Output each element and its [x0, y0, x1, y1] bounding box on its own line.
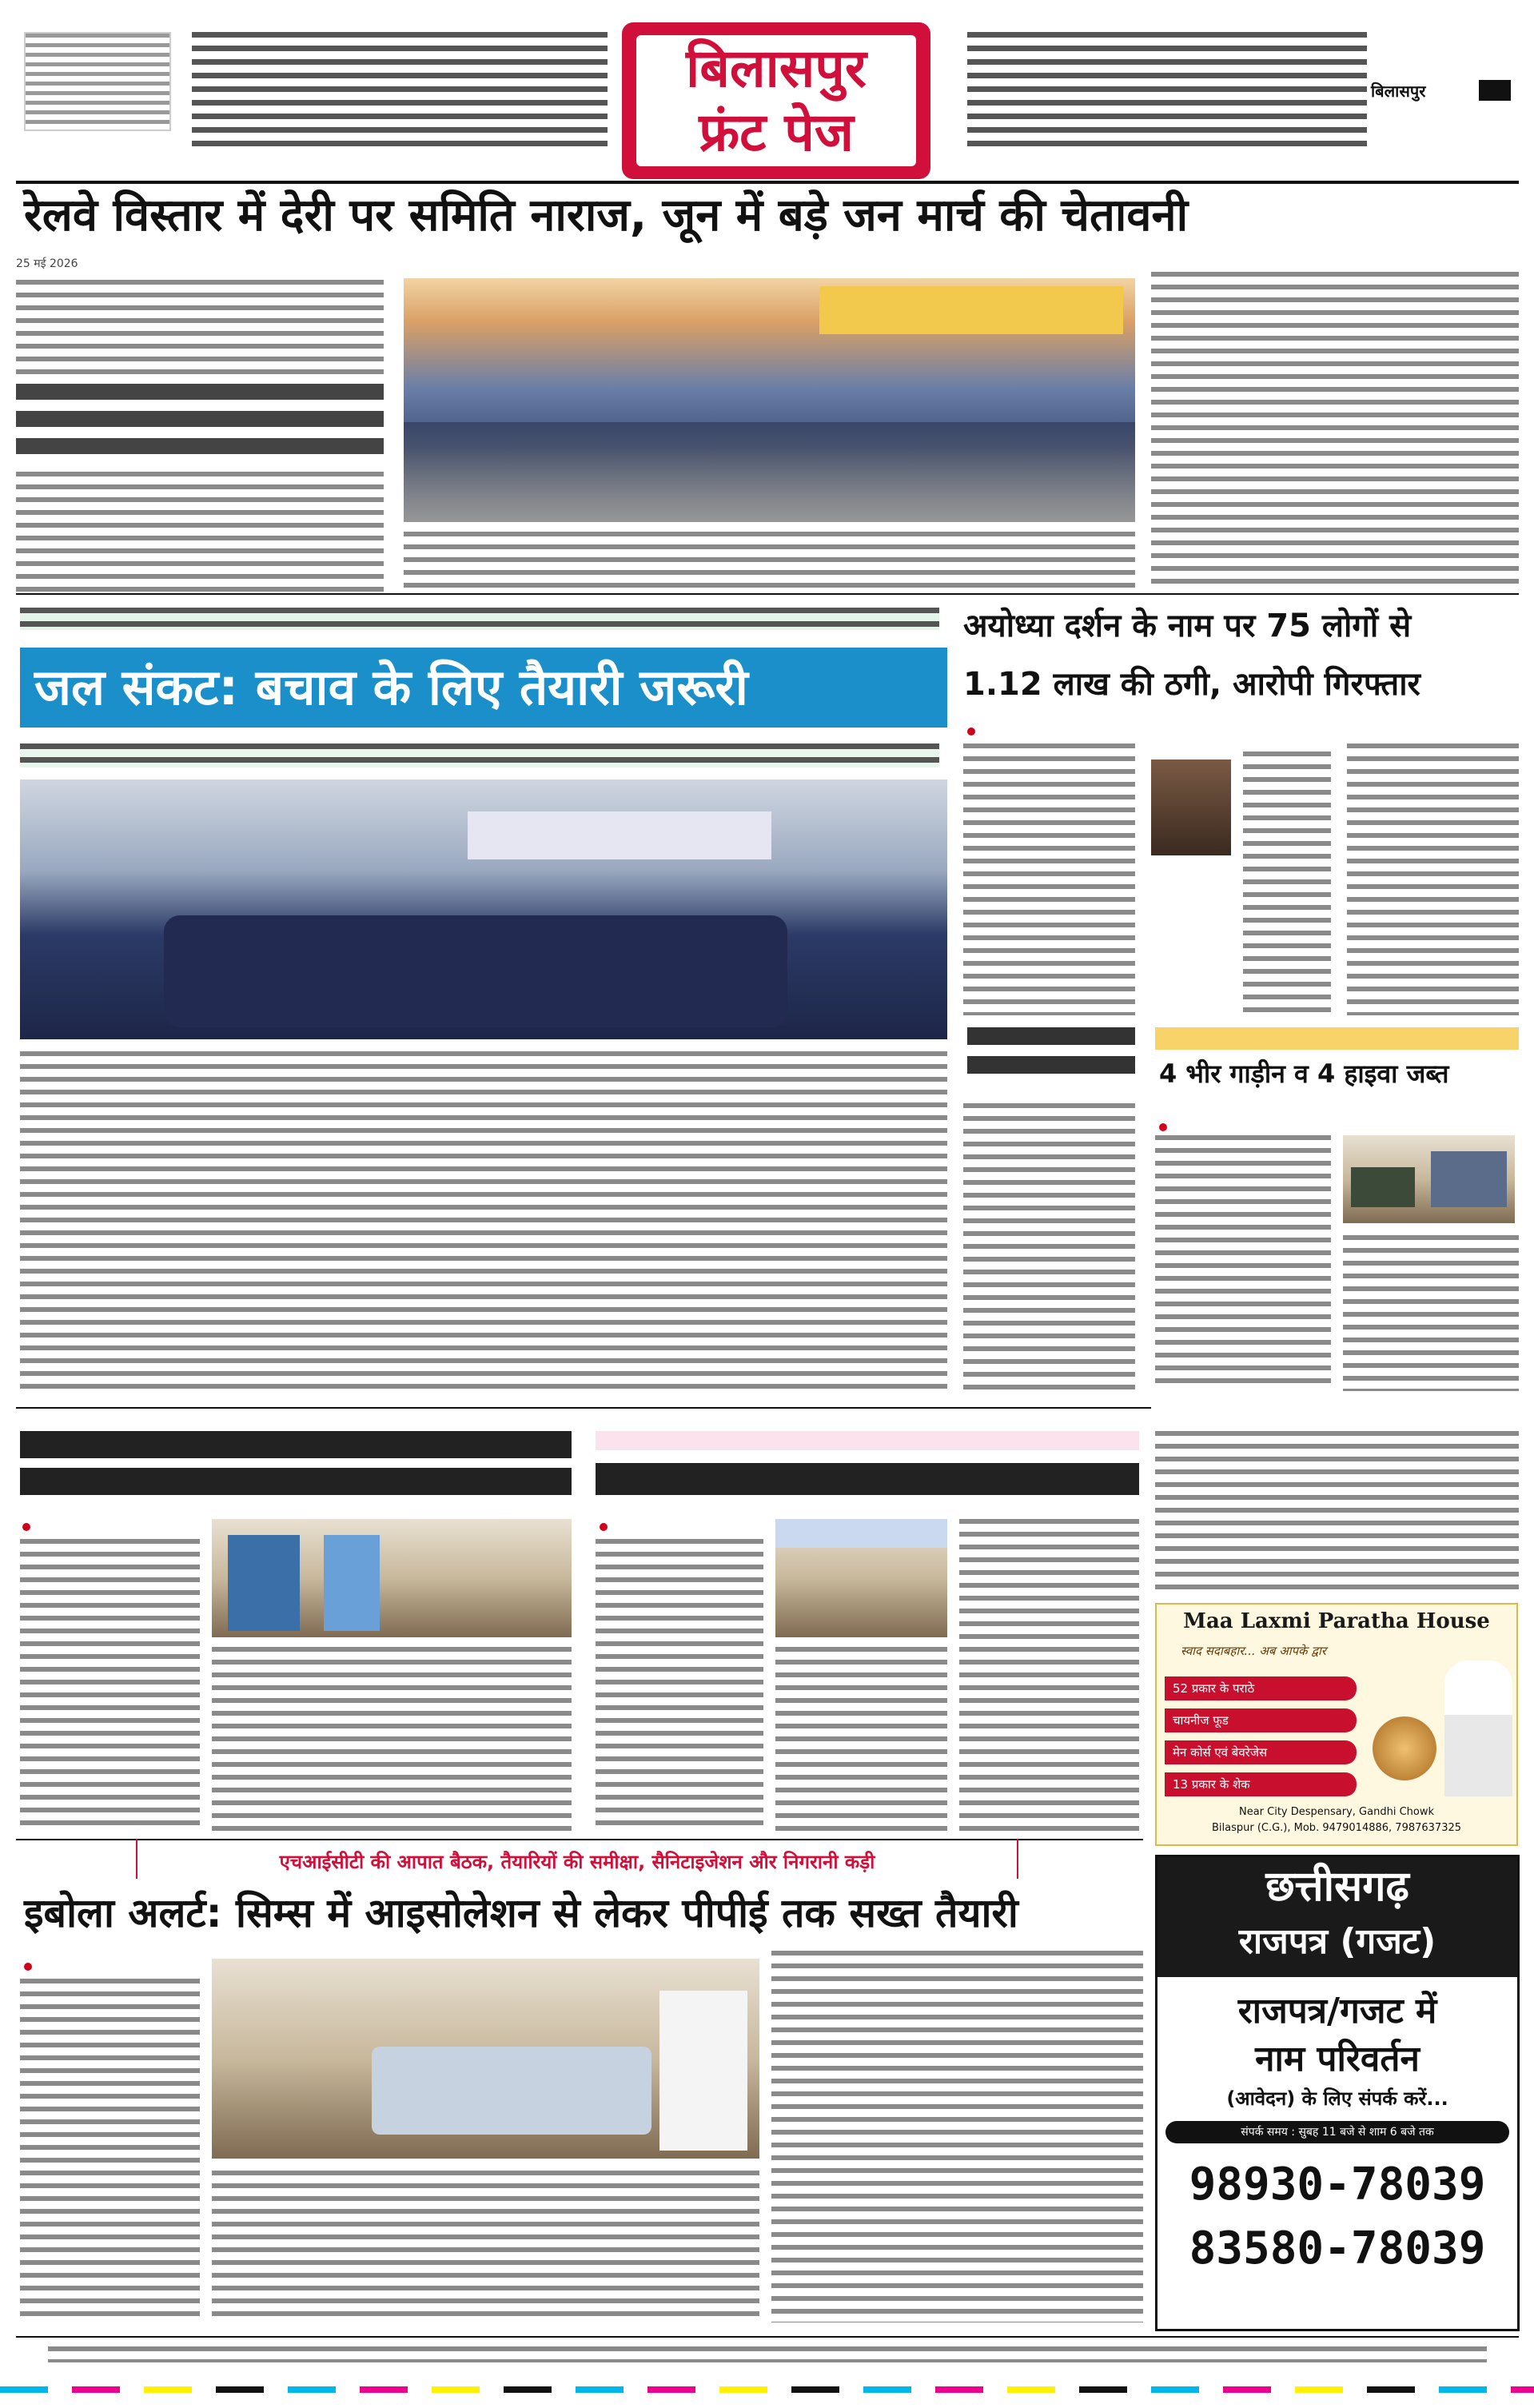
- ebola-kicker: एचआईसीटी की आपात बैठक, तैयारियों की समीक्षा, सैनिटाइजेशन और निगरानी कड़ी: [279, 1851, 875, 1873]
- paratha-food-image: [1373, 1716, 1436, 1780]
- ebola-bullet-icon: [24, 1963, 32, 1971]
- left-brief-column: [16, 256, 384, 592]
- gazette-ad-timing: संपर्क समय : सुबह 11 बजे से शाम 6 बजे तक: [1165, 2121, 1509, 2143]
- paratha-ad-address-line1: Near City Despensary, Gandhi Chowk: [1238, 1806, 1435, 1818]
- fraud-story-body-right: [1347, 744, 1519, 1015]
- rail-story-body-right: [1151, 272, 1519, 584]
- story-left-body: [20, 1539, 200, 1831]
- paratha-ad-item-4: 13 प्रकार के शेक: [1165, 1772, 1357, 1796]
- fraud-accused-photo: [1151, 759, 1231, 855]
- ebola-story-body-left: [20, 1979, 200, 2322]
- fraud-story-body-mid: [1243, 752, 1331, 1015]
- story-right-body: [596, 1539, 763, 1831]
- top-teaser-right: [967, 32, 1367, 152]
- ebola-headline: इबोला अलर्ट: सिम्स में आइसोलेशन से लेकर पीपीई तक सख्त तैयारी: [24, 1890, 1018, 1936]
- truck-headline: 4 भीर गाड़ीन व 4 हाइवा जब्त: [1159, 1058, 1449, 1089]
- masthead: [0, 0, 1534, 176]
- story-left-photo: [212, 1519, 572, 1637]
- ebola-kicker-frame: [136, 1839, 1018, 1879]
- story-left-bullet-icon: [22, 1523, 30, 1531]
- gazette-ad-body-line1: राजपत्र/गजट में: [1237, 1991, 1437, 2031]
- rail-section-rule: [16, 593, 1519, 595]
- water-headline-box: [20, 648, 947, 728]
- paratha-ad-address-line2: Bilaspur (C.G.), Mob. 9479014886, 7987637325: [1211, 1822, 1462, 1834]
- gazette-ad-title-line1: छत्तीसगढ़: [1265, 1863, 1409, 1911]
- top-teaser-left: [192, 32, 608, 152]
- left-brief-headline-block: [16, 384, 384, 456]
- gazette-ad-phone-1: 98930-78039: [1189, 2159, 1486, 2211]
- paratha-ad-tagline: स्वाद सदाबहार... अब आपके द्वार: [1181, 1644, 1326, 1658]
- story-left-body-bottom: [212, 1647, 572, 1831]
- fraud-story-body-left: [963, 744, 1135, 1015]
- masthead-page-number: [1479, 80, 1511, 101]
- gazette-ad: [1155, 1855, 1520, 2331]
- gazette-ad-body-line3: (आवेदन) के लिए संपर्क करें...: [1226, 2087, 1448, 2110]
- mid-section-rule: [16, 1407, 1151, 1409]
- gazette-ad-title-line2: राजपत्र (गजट): [1238, 1921, 1436, 1962]
- paratha-ad-item-1: 52 प्रकार के पराठे: [1165, 1676, 1357, 1700]
- publication-logo: [24, 32, 171, 131]
- section-title-line2: फ्रंट पेज: [699, 102, 854, 163]
- right-column-body-2: [1155, 1431, 1519, 1591]
- water-story-body: [20, 1051, 947, 1395]
- brief-body: [963, 1103, 1135, 1391]
- section-title-box: [622, 22, 930, 179]
- truck-story-body-bottom: [1343, 1235, 1519, 1391]
- story-left-headline-block: [20, 1431, 572, 1499]
- ebola-story-body-right: [771, 1951, 1143, 2322]
- gazette-ad-phone-2: 83580-78039: [1189, 2223, 1486, 2274]
- truck-kicker-strip: [1155, 1027, 1519, 1050]
- paratha-ad-title: Maa Laxmi Paratha House: [1183, 1609, 1490, 1633]
- gazette-ad-header: [1157, 1857, 1517, 1977]
- water-headline: जल संकट: बचाव के लिए तैयारी जरूरी: [34, 658, 748, 716]
- truck-photo: [1343, 1135, 1515, 1223]
- fraud-headline-line1: अयोध्या दर्शन के नाम पर 75 लोगों से: [963, 608, 1412, 644]
- fraud-headline-line2: 1.12 लाख की ठगी, आरोपी गिरफ्तार: [963, 666, 1420, 703]
- rail-protest-photo: [404, 278, 1135, 522]
- truck-story-body: [1155, 1135, 1331, 1391]
- water-subkicker-strip: [20, 744, 939, 767]
- story-right-kicker: [596, 1431, 1139, 1450]
- brief-headline-block: [967, 1027, 1135, 1083]
- section-title-line1: बिलासपुर: [686, 38, 867, 99]
- story-right-photo: [775, 1519, 947, 1637]
- truck-bullet-icon: [1159, 1123, 1167, 1131]
- color-registration-bar: [0, 2386, 1534, 2393]
- gazette-ad-body-line2: नाम परिवर्तन: [1255, 2039, 1420, 2079]
- story-right-body-2: [959, 1519, 1139, 1831]
- masthead-rule: [16, 181, 1519, 184]
- footer-imprint: [48, 2346, 1487, 2362]
- water-meeting-photo: [20, 779, 947, 1039]
- paratha-ad: [1155, 1603, 1518, 1846]
- masthead-city: बिलासपुर: [1371, 82, 1426, 101]
- left-brief-date: 25 मई 2026: [16, 257, 78, 270]
- story-right-bullet-icon: [600, 1523, 608, 1531]
- paratha-chef-image: [1444, 1660, 1512, 1796]
- paratha-ad-item-2: चायनीज फूड: [1165, 1708, 1357, 1732]
- water-kicker-strip: [20, 608, 939, 630]
- story-right-headline-block: [596, 1463, 1139, 1495]
- footer-rule: [16, 2336, 1519, 2338]
- fraud-bullet-icon: [967, 728, 975, 736]
- rail-headline: रेलवे विस्तार में देरी पर समिति नाराज, जून में बड़े जन मार्च की चेतावनी: [24, 189, 1189, 241]
- ebola-meeting-photo: [212, 1959, 759, 2159]
- story-right-body-bottom: [775, 1647, 947, 1831]
- rail-story-body-bottom: [404, 532, 1135, 588]
- ebola-story-body-bottom: [212, 2171, 759, 2322]
- paratha-ad-item-3: मेन कोर्स एवं बेवरेजेस: [1165, 1740, 1357, 1764]
